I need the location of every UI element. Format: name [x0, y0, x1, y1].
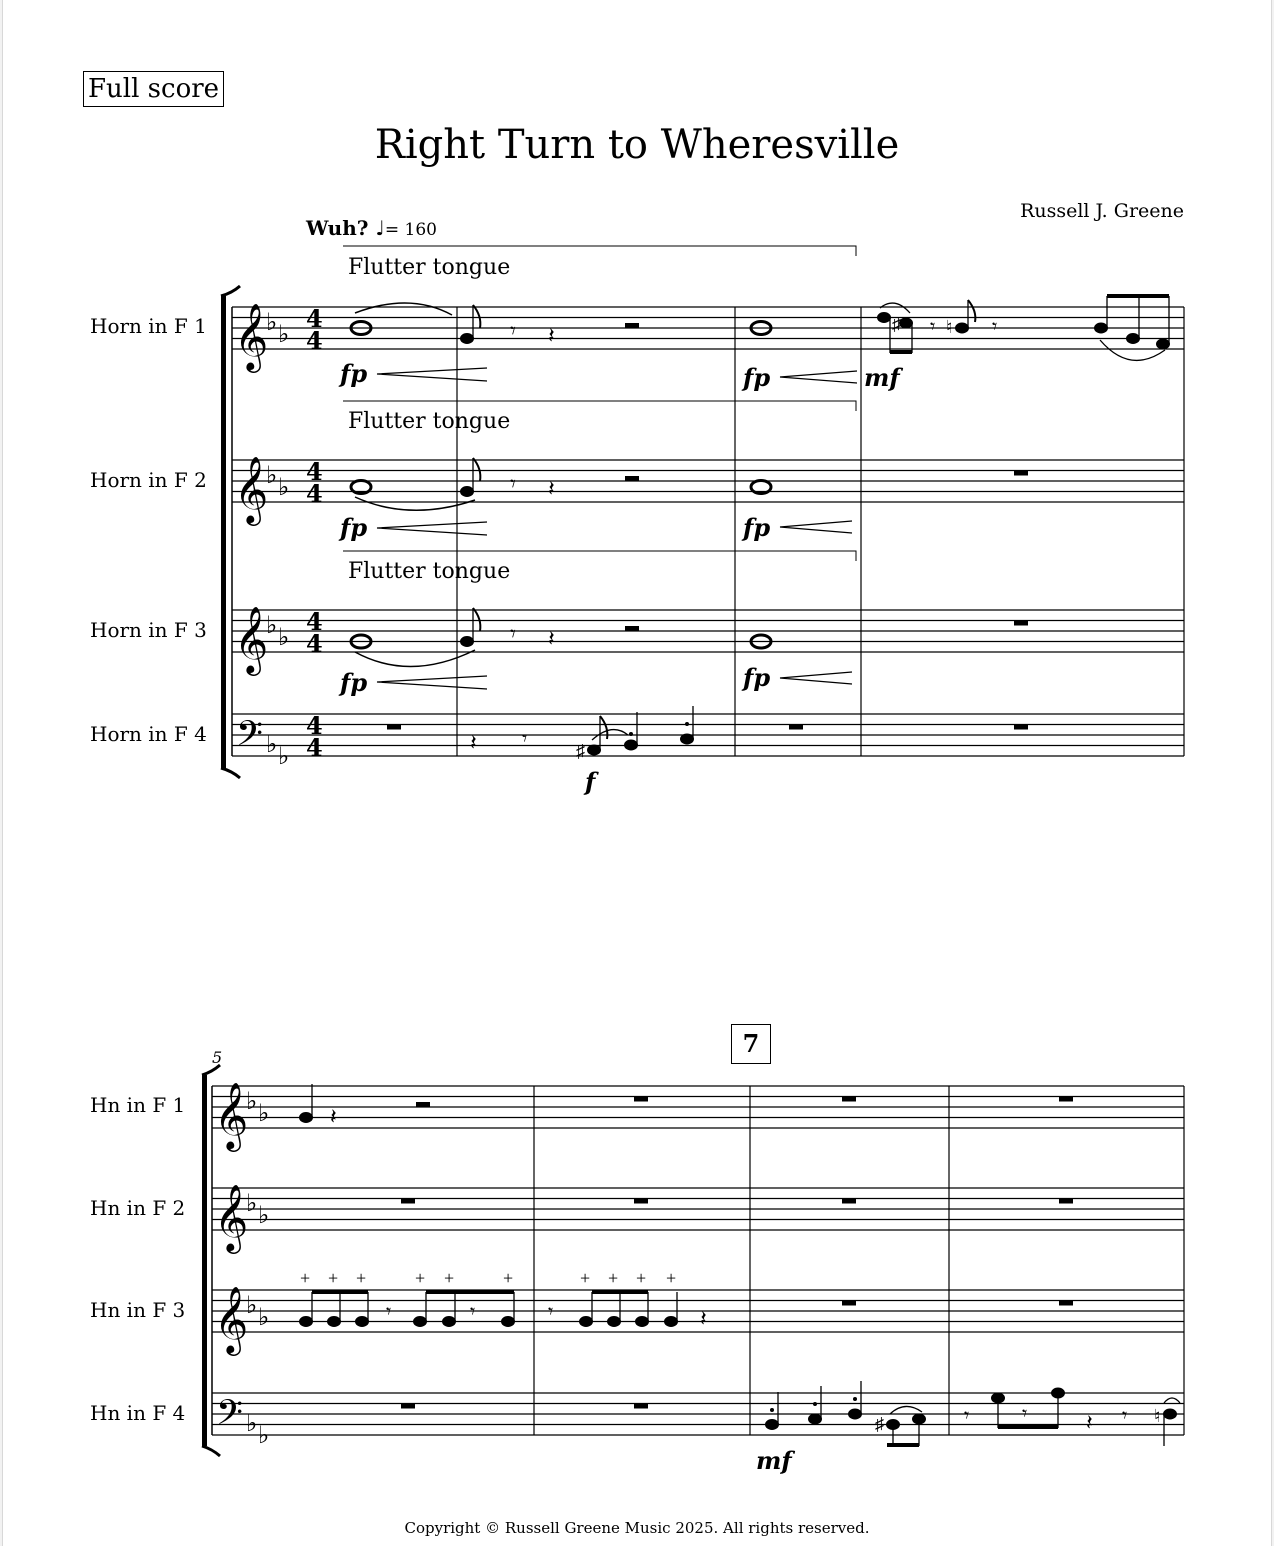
treble-clef-icon: 𝄞 [214, 1081, 249, 1149]
quarter-rest: 𝄽 [470, 730, 477, 755]
half-rest [625, 476, 639, 481]
flat-icon: ♭ [278, 742, 290, 770]
note [461, 637, 474, 647]
svg-text:4: 4 [306, 304, 323, 333]
eighth-rest: 𝄾 [510, 621, 516, 646]
flat-icon: ♭ [246, 1291, 258, 1319]
dynamic-fp: fp [743, 513, 771, 542]
svg-text:4: 4 [306, 629, 323, 658]
instrument-label-horn4: Horn in F 4 [90, 722, 207, 746]
tie [355, 303, 452, 315]
quarter-rest: 𝄽 [330, 1104, 337, 1129]
svg-text:+: + [636, 1268, 647, 1288]
whole-rest [842, 1097, 856, 1102]
eighth-rest: 𝄾 [510, 471, 516, 496]
rehearsal-mark: 7 [731, 1024, 771, 1064]
treble-clef-icon: 𝄞 [214, 1285, 249, 1353]
dynamic-fp: fp [340, 513, 368, 542]
whole-rest [634, 1404, 648, 1409]
score-title: Right Turn to Wheresville [374, 122, 900, 168]
whole-rest [387, 725, 401, 730]
svg-text:4: 4 [306, 326, 323, 355]
half-rest [416, 1102, 430, 1107]
system2-staves [212, 1086, 1184, 1435]
note [461, 487, 474, 497]
note [1157, 339, 1170, 349]
svg-text:𝄾: 𝄾 [470, 1301, 476, 1323]
svg-text:4: 4 [306, 607, 323, 636]
flat-icon: ♭ [266, 461, 278, 489]
flat-icon: ♭ [258, 1201, 270, 1229]
instrument-label-horn3: Horn in F 3 [90, 618, 207, 642]
eighth-rest: 𝄾 [930, 316, 936, 338]
note [300, 1113, 313, 1123]
dynamic-fp: fp [340, 668, 368, 697]
note [681, 734, 694, 744]
instrument-label-hn3: Hn in F 3 [90, 1298, 186, 1322]
note [1095, 323, 1108, 333]
sharp-icon: ♯ [576, 741, 585, 761]
tempo-value: = 160 [384, 220, 437, 240]
flutter-tongue-label-horn2: Flutter tongue [348, 409, 511, 434]
svg-text:4: 4 [306, 733, 323, 762]
svg-text:𝄾: 𝄾 [1122, 1405, 1128, 1427]
stopped-marks [580, 1268, 676, 1288]
composer-name: Russell J. Greene [1020, 200, 1184, 222]
system1-staves [232, 307, 1184, 756]
whole-rest [1059, 1199, 1073, 1204]
whole-rest [401, 1199, 415, 1204]
stopped-marks [300, 1268, 513, 1288]
dynamic-f: f [585, 767, 596, 796]
whole-rest [634, 1097, 648, 1102]
staff-horn4 [232, 714, 1184, 756]
flat-icon: ♭ [266, 730, 278, 758]
staff-horn1 [232, 307, 1184, 349]
half-rest [625, 626, 639, 631]
svg-text:𝄽: 𝄽 [1086, 1410, 1093, 1435]
flat-icon: ♭ [246, 1189, 258, 1217]
sharp-icon: ♯ [892, 314, 901, 334]
svg-text:+: + [356, 1268, 367, 1288]
staccato-dot [685, 722, 689, 726]
hn3-measure5 [300, 1268, 515, 1327]
svg-text:4: 4 [306, 711, 323, 740]
copyright-notice: Copyright © Russell Greene Music 2025. All rights reserved. [404, 1519, 870, 1537]
staccato-dot [629, 732, 633, 736]
natural-icon: ♮ [946, 317, 953, 337]
svg-text:4: 4 [306, 457, 323, 486]
whole-rest [1014, 621, 1028, 626]
flat-icon: ♭ [258, 1099, 270, 1127]
treble-clef-icon: 𝄞 [234, 455, 269, 523]
instrument-label-hn2: Hn in F 2 [90, 1196, 186, 1220]
whole-rest [1059, 1097, 1073, 1102]
note [956, 323, 969, 333]
natural-icon: ♮ [1154, 1406, 1161, 1426]
dynamic-fp: fp [743, 663, 771, 692]
svg-text:+: + [328, 1268, 339, 1288]
svg-text:+: + [608, 1268, 619, 1288]
instrument-label-horn1: Horn in F 1 [90, 314, 207, 338]
svg-text:+: + [415, 1268, 426, 1288]
staff-horn3 [232, 610, 1184, 652]
whole-rest [842, 1301, 856, 1306]
eighth-rest: 𝄾 [522, 728, 528, 750]
sharp-icon: ♯ [875, 1414, 884, 1434]
svg-text:+: + [503, 1268, 514, 1288]
eighth-rest: 𝄾 [992, 316, 998, 338]
flat-icon: ♭ [258, 1421, 270, 1449]
treble-clef-icon: 𝄞 [234, 605, 269, 673]
whole-rest [789, 725, 803, 730]
dynamic-fp: fp [743, 363, 771, 392]
quarter-rest: 𝄽 [548, 476, 555, 501]
treble-clef-icon: 𝄞 [214, 1183, 249, 1251]
tie [1164, 1398, 1180, 1403]
flutter-tongue-label-horn3: Flutter tongue [348, 559, 511, 584]
flat-icon: ♭ [258, 1303, 270, 1331]
treble-clef-icon: 𝄞 [234, 302, 269, 370]
flat-icon: ♭ [278, 320, 290, 348]
svg-text:+: + [300, 1268, 311, 1288]
quarter-rest: 𝄽 [548, 323, 555, 348]
svg-text:+: + [666, 1268, 677, 1288]
svg-text:4: 4 [306, 479, 323, 508]
flat-icon: ♭ [246, 1409, 258, 1437]
note [900, 318, 913, 328]
svg-text:+: + [580, 1268, 591, 1288]
flutter-brackets [343, 246, 856, 561]
dynamic-fp: fp [340, 359, 368, 388]
note [461, 334, 474, 344]
instrument-label-horn2: Horn in F 2 [90, 468, 207, 492]
whole-rest [1014, 725, 1028, 730]
svg-text:𝄾: 𝄾 [1022, 1403, 1028, 1425]
svg-text:𝄾: 𝄾 [548, 1301, 554, 1323]
staff-horn2 [232, 460, 1184, 502]
svg-text:𝄾: 𝄾 [386, 1301, 392, 1323]
quarter-note-icon: ♩ [375, 216, 385, 240]
bass-clef-icon: 𝄢 [236, 713, 264, 762]
svg-text:+: + [444, 1268, 455, 1288]
whole-rest [1059, 1301, 1073, 1306]
hn4-measure8 [964, 1388, 1180, 1446]
full-score-label: Full score [83, 71, 224, 107]
instrument-label-hn1: Hn in F 1 [90, 1093, 186, 1117]
staff-hn2 [212, 1188, 1184, 1230]
slur [890, 1406, 922, 1414]
instrument-label-hn4: Hn in F 4 [90, 1401, 186, 1425]
note [588, 745, 601, 755]
quarter-rest: 𝄽 [548, 626, 555, 651]
whole-rest [634, 1199, 648, 1204]
whole-rest [401, 1404, 415, 1409]
note [878, 313, 891, 323]
whole-rest [842, 1199, 856, 1204]
flat-icon: ♭ [266, 308, 278, 336]
tempo-text: Wuh? [306, 216, 369, 240]
time-signature [306, 304, 323, 762]
bass-clef-icon: 𝄢 [216, 1392, 244, 1441]
flat-icon: ♭ [278, 473, 290, 501]
svg-text:𝄽: 𝄽 [700, 1306, 707, 1331]
half-rest [625, 323, 639, 328]
measure-number: 5 [212, 1048, 223, 1067]
svg-text:𝄾: 𝄾 [964, 1405, 970, 1427]
flat-icon: ♭ [246, 1087, 258, 1115]
slur [880, 303, 910, 313]
staff-hn1 [212, 1086, 1184, 1128]
flat-icon: ♭ [266, 611, 278, 639]
note [625, 740, 638, 750]
flutter-tongue-label-horn1: Flutter tongue [348, 255, 511, 280]
crescendo-hairpins [377, 368, 857, 689]
flat-icon: ♭ [278, 623, 290, 651]
whole-rest [1014, 471, 1028, 476]
eighth-rest: 𝄾 [510, 318, 516, 343]
dynamic-mf: mf [864, 363, 900, 392]
note [1127, 334, 1140, 344]
dynamic-mf: mf [756, 1446, 792, 1475]
